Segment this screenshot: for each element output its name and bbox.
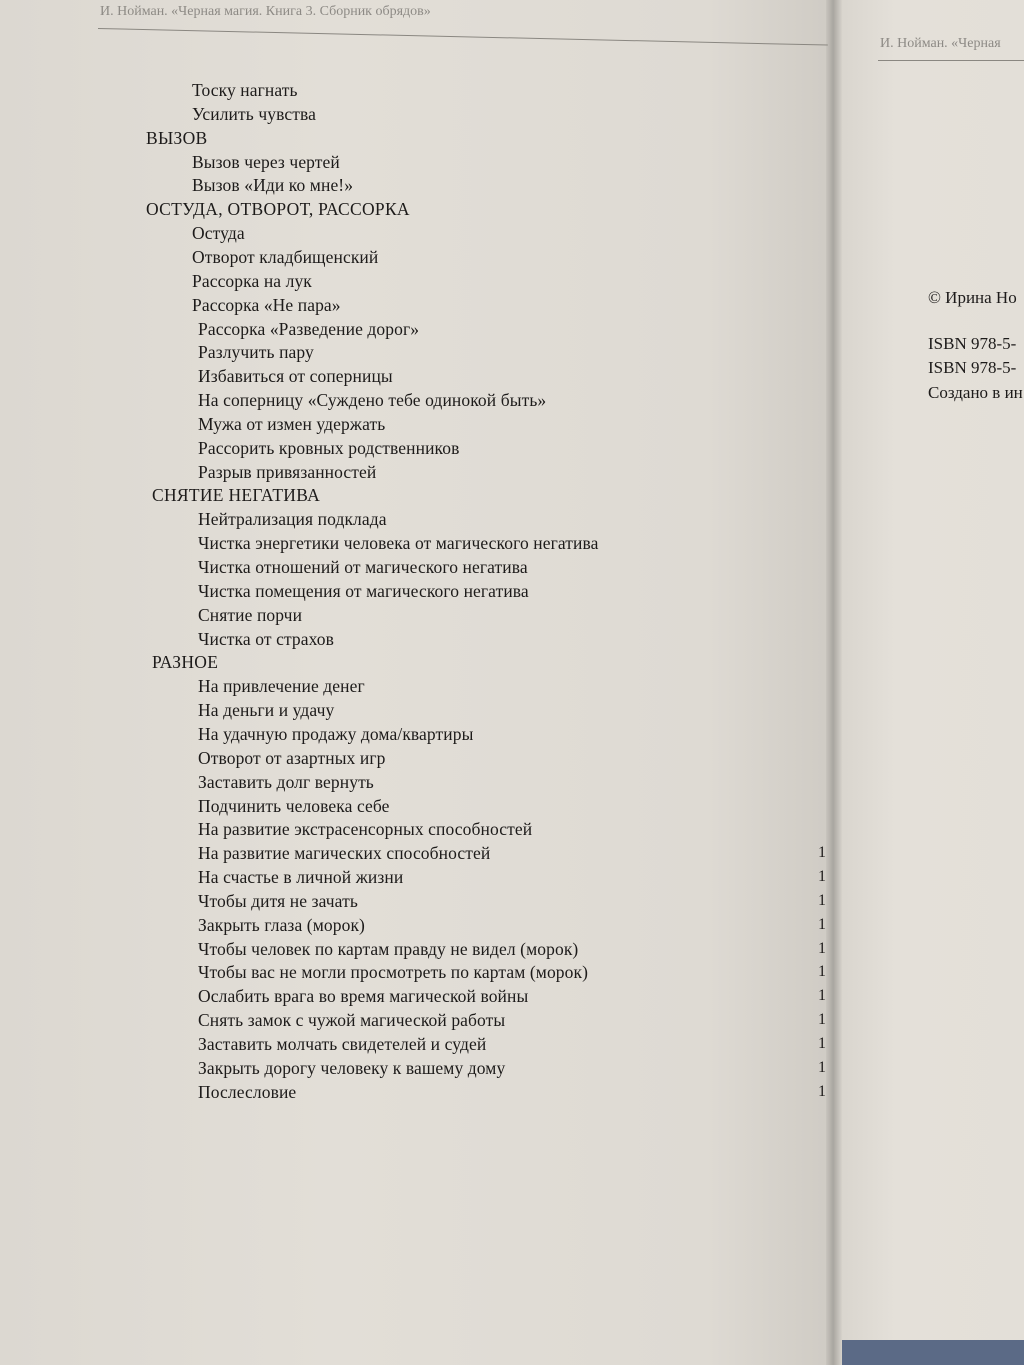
toc-entry: Чистка помещения от магического негатива bbox=[198, 580, 529, 601]
toc-page-number: 1 bbox=[818, 963, 826, 981]
toc-page-number: 1 bbox=[818, 1035, 826, 1052]
toc-entry: Закрыть дорогу человеку к вашему дому bbox=[198, 1057, 506, 1078]
toc-page-number: 1 bbox=[818, 891, 826, 909]
toc-entry: На привлечение денег bbox=[198, 676, 365, 697]
toc-entry: Чтобы вас не могли просмотреть по картам (морок) bbox=[198, 962, 589, 983]
toc-entry: Рассорка «Не пара» bbox=[192, 294, 341, 315]
toc-page-number: 1 bbox=[818, 1058, 826, 1076]
toc-section-heading: РАЗНОЕ bbox=[152, 652, 219, 673]
toc-entry: Отворот от азартных игр bbox=[198, 747, 386, 768]
toc-entry: Снятие порчи bbox=[198, 604, 303, 625]
toc-entry: Нейтрализация подклада bbox=[198, 509, 387, 530]
toc-entry: Мужа от измен удержать bbox=[198, 413, 386, 434]
toc-entry: На развитие экстрасенсорных способностей bbox=[198, 819, 533, 840]
toc-entry: Чистка от страхов bbox=[198, 628, 335, 649]
toc-entry: Рассорка «Разведение дорог» bbox=[198, 318, 420, 339]
toc-entry: Вызов «Иди ко мне!» bbox=[192, 175, 354, 196]
toc-section-heading: ОСТУДА, ОТВОРОТ, РАССОРКА bbox=[146, 199, 410, 220]
toc-entry: Чистка отношений от магического негатива bbox=[198, 557, 528, 577]
toc-entry: На деньги и удачу bbox=[198, 700, 335, 721]
toc-page-number: 1 bbox=[818, 844, 826, 862]
toc-entry: Ослабить врага во время магической войны bbox=[198, 986, 529, 1007]
running-header-right: И. Нойман. «Черная bbox=[880, 36, 1001, 51]
book-gutter bbox=[826, 0, 842, 1365]
running-header-left: И. Нойман. «Черная магия. Книга 3. Сборник обрядов» bbox=[100, 4, 431, 19]
toc-entry: Избавиться от соперницы bbox=[198, 366, 393, 387]
header-rule-right bbox=[878, 60, 1024, 61]
isbn-line-1: ISBN 978-5- bbox=[928, 334, 1017, 353]
toc-entry: На соперницу «Суждено тебе одинокой быть» bbox=[198, 390, 547, 411]
toc-entry: На удачную продажу дома/квартиры bbox=[198, 723, 474, 744]
copyright-line: © Ирина Но bbox=[928, 288, 1017, 307]
toc-entry: На счастье в личной жизни bbox=[198, 867, 404, 888]
toc-entry: Снять замок с чужой магической работы bbox=[198, 1010, 506, 1031]
toc-section-heading: ВЫЗОВ bbox=[146, 127, 208, 148]
toc-entry: Заставить долг вернуть bbox=[198, 771, 374, 792]
toc-entry: Закрыть глаза (морок) bbox=[198, 914, 365, 935]
toc-entry: Чистка энергетики человека от магического негатива bbox=[198, 533, 599, 554]
toc-entry: Чтобы человек по картам правду не видел (морок) bbox=[198, 938, 579, 959]
toc-entry: Разрыв привязанностей bbox=[198, 461, 377, 482]
toc-page-number: 1 bbox=[818, 868, 826, 886]
toc-entry: Послесловие bbox=[198, 1081, 297, 1102]
toc-page-number: 1 bbox=[818, 915, 826, 933]
toc-entry: Заставить молчать свидетелей и судей bbox=[198, 1034, 487, 1054]
toc-entry: Чтобы дитя не зачать bbox=[198, 890, 358, 911]
toc-entry: Рассорка на лук bbox=[192, 270, 312, 291]
toc-page-number: 1 bbox=[818, 987, 826, 1005]
toc-page-number: 1 bbox=[818, 939, 826, 957]
isbn-line-2: ISBN 978-5- bbox=[928, 358, 1017, 377]
created-line: Создано в ин bbox=[928, 383, 1023, 402]
toc-entry: Усилить чувства bbox=[192, 103, 316, 124]
toc-section-heading: СНЯТИЕ НЕГАТИВА bbox=[152, 485, 321, 506]
toc-entry: Тоску нагнать bbox=[192, 80, 298, 100]
toc-entry: Рассорить кровных родственников bbox=[198, 437, 460, 458]
right-page bbox=[840, 0, 1024, 1340]
toc-entry: Разлучить пару bbox=[198, 342, 314, 363]
toc-entry: Остуда bbox=[192, 223, 245, 244]
toc-entry: Отворот кладбищенский bbox=[192, 246, 379, 267]
toc-page-number: 1 bbox=[818, 1011, 826, 1029]
toc-entry: На развитие магических способностей bbox=[198, 843, 491, 864]
toc-entry: Подчинить человека себе bbox=[198, 795, 390, 816]
toc-page-number: 1 bbox=[818, 1082, 826, 1100]
toc-entry: Вызов через чертей bbox=[192, 151, 340, 172]
